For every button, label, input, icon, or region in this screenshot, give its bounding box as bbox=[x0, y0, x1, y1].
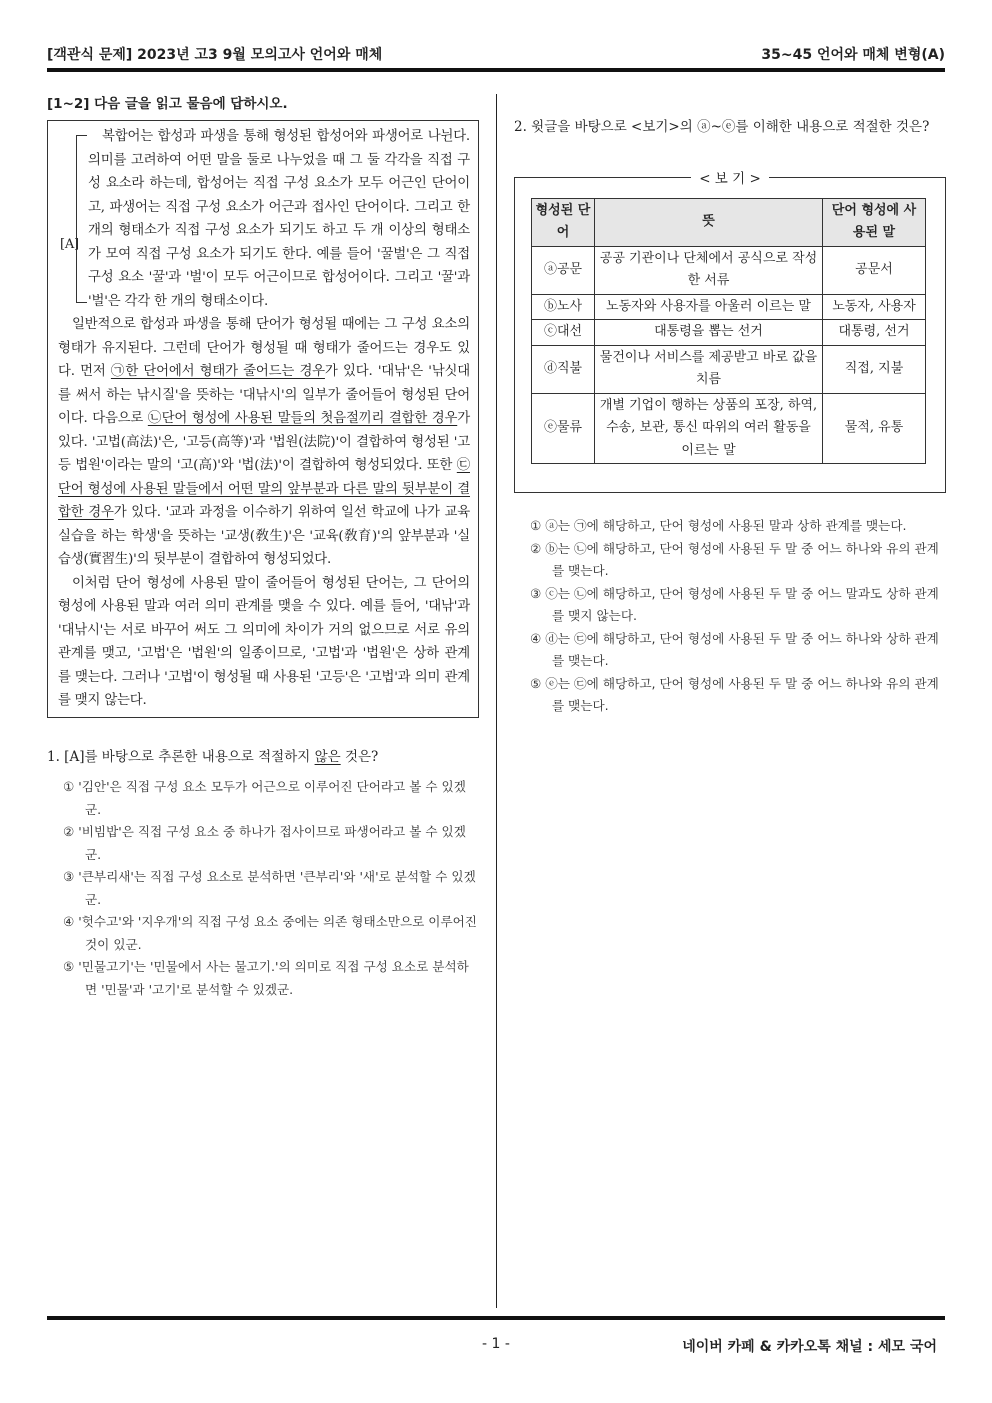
passage-section-a bbox=[58, 125, 470, 313]
reading-passage bbox=[47, 120, 479, 718]
p2-text-a: 일반적으로 합성과 파생을 통해 단어가 형성될 때에는 그 구성 요소의 형태가 유지된다. 그런데 단어가 형성될 때 형태가 줄어드는 경우도 있다. 먼저 bbox=[58, 317, 470, 379]
cell-word: ⓔ물류 bbox=[532, 393, 595, 464]
q1-choice-4[interactable]: ④ '헛수고'와 '지우개'의 직접 구성 요소 중에는 의존 형태소만으로 이루어진 것이 있군. bbox=[63, 914, 477, 952]
q1-choice-5[interactable]: ⑤ '민물고기'는 '민물에서 사는 물고기.'의 의미로 직접 구성 요소로 분석하면 '민물'과 '고기'로 분석할 수 있겠군. bbox=[63, 959, 469, 997]
q2-choice-2[interactable]: ② ⓑ는 ㉡에 해당하고, 단어 형성에 사용된 두 말 중 어느 하나와 유의 관계를 맺는다. bbox=[530, 540, 939, 578]
q1-choice-2[interactable]: ② '비빔밥'은 직접 구성 요소 중 하나가 접사이므로 파생어라고 볼 수 있겠군. bbox=[63, 824, 466, 862]
cell-source: 노동자, 사용자 bbox=[823, 294, 926, 320]
cell-word: ⓒ대선 bbox=[532, 320, 595, 346]
question-1-stem bbox=[47, 746, 479, 769]
passage-paragraph-1: 복합어는 합성과 파생을 통해 형성된 합성어와 파생어로 나뉜다. 의미를 고려하여 어떤 말을 둘로 나누었을 때 그 둘 각각을 직접 구성 요소라 하는데, 합성어는 직접 구성 요소가 모두 어근인 단어이고, 파생어는 직접 구성 요소가 어근과 접사인 단어이다. 그리고 한 개의 형태소가 직접 구성 요소가 되기도 하고 두 개 이상의 형태소가 모여 직접 구성 요소가 되기도 한다. 예를 들어 '꿀벌'은 그 직접 구성 요소 '꿀'과 '벌'이 모두 어근이므로 합성어이다. 그리고 '꿀'과 '벌'은 각각 한 개의 형태소이다. bbox=[88, 129, 470, 309]
cell-source: 대통령, 선거 bbox=[823, 320, 926, 346]
table-row bbox=[532, 320, 926, 346]
bogi-title-wrap bbox=[515, 167, 945, 187]
cell-meaning: 노동자와 사용자를 아울러 이르는 말 bbox=[595, 294, 823, 320]
question-2-choices bbox=[514, 515, 946, 718]
p2-text-b: 가 있다. '대낚'은 '낚싯대를 써서 하는 낚시질'을 뜻하는 '대낚시'의 일부가 줄어들어 형성된 단어이다. 다음으로 bbox=[58, 364, 470, 426]
footer-rule bbox=[47, 1316, 945, 1320]
q2-choice-4[interactable]: ④ ⓓ는 ㉢에 해당하고, 단어 형성에 사용된 두 말 중 어느 하나와 상하 관계를 맺는다. bbox=[530, 630, 939, 668]
cell-meaning: 공공 기관이나 단체에서 공식으로 작성한 서류 bbox=[595, 246, 823, 294]
section-bracket bbox=[76, 135, 87, 303]
p2-text-c: 가 있다. '고법(高法)'은, '고등(高等)'과 '법원(法院)'이 결합하여 형성된 '고등 법원'이라는 말의 '고(高)'와 '법(法)'이 결합하여 형성되었다. 또한 bbox=[58, 411, 470, 473]
question-2-stem: 2. 윗글을 바탕으로 <보기>의 ⓐ~ⓔ를 이해한 내용으로 적절한 것은? bbox=[514, 119, 930, 135]
bogi-title: < 보 기 > bbox=[691, 171, 769, 187]
header-title: [객관식 문제] 2023년 고3 9월 모의고사 언어와 매체 bbox=[47, 47, 383, 63]
cell-meaning: 대통령을 뽑는 선거 bbox=[595, 320, 823, 346]
q1-stem-a: 1. [A]를 바탕으로 추론한 내용으로 적절하지 bbox=[47, 748, 315, 765]
table-row bbox=[532, 345, 926, 393]
q1-choice-3[interactable]: ③ '큰부리새'는 직접 구성 요소로 분석하면 '큰부리'와 '새'로 분석할 수 있겠군. bbox=[63, 869, 476, 907]
underline-giyeok: ㉠한 단어에서 형태가 줄어드는 경우 bbox=[110, 364, 325, 379]
q1-choice-1[interactable]: ① '김안'은 직접 구성 요소 모두가 어근으로 이루어진 단어라고 볼 수 있겠군. bbox=[63, 779, 466, 817]
q2-choice-5[interactable]: ⑤ ⓔ는 ㉢에 해당하고, 단어 형성에 사용된 두 말 중 어느 하나와 유의 관계를 맺는다. bbox=[530, 675, 939, 713]
q1-stem-b: 것은? bbox=[340, 748, 379, 765]
bogi-box bbox=[514, 170, 946, 494]
table-row bbox=[532, 393, 926, 464]
q1-stem-emphasis: 않은 bbox=[314, 748, 341, 765]
col-header-word: 형성된 단어 bbox=[532, 198, 595, 246]
instruction: [1~2] 다음 글을 읽고 물음에 답하시오. bbox=[47, 96, 288, 112]
cell-word: ⓑ노사 bbox=[532, 294, 595, 320]
table-row bbox=[532, 294, 926, 320]
right-column bbox=[514, 116, 946, 718]
passage-paragraph-2 bbox=[58, 313, 470, 572]
column-divider bbox=[496, 94, 497, 1308]
passage-paragraph-3: 이처럼 단어 형성에 사용된 말이 줄어들어 형성된 단어는, 그 단어의 형성에 사용된 말과 여러 의미 관계를 맺을 수 있다. 예를 들어, '대낚'과 '대낚시'는 서로 바꾸어 써도 그 의미에 차이가 거의 없으므로 서로 유의 관계를 맺고, '고법'은 '법원'의 일종이므로, '고법'과 '법원'은 상하 관계를 맺는다. 그러나 '고법'이 형성될 때 사용된 '고등'은 '고법'과 의미 관계를 맺지 않는다. bbox=[58, 575, 470, 708]
underline-digeut: ㉢단어 형성에 사용된 말들에서 어떤 말의 앞부분과 다른 말의 뒷부분이 결합한 경우 bbox=[58, 458, 470, 520]
page-header bbox=[47, 44, 945, 66]
cell-source: 직접, 지불 bbox=[823, 345, 926, 393]
cell-word: ⓓ직불 bbox=[532, 345, 595, 393]
p2-text-d: 가 있다. '교과 과정을 이수하기 위하여 일선 학교에 나가 교육 실습을 하는 학생'을 뜻하는 '교생(敎生)'은 '교육(敎育)'의 앞부분과 '실습생(實習生)'의 뒷부분이 결합하여 형성되었다. bbox=[58, 505, 470, 567]
bracket-label: [A] bbox=[60, 237, 79, 252]
footer-source: 네이버 카페 & 카카오톡 채널 : 세모 국어 bbox=[682, 1339, 937, 1355]
cell-meaning: 개별 기업이 행하는 상품의 포장, 하역, 수송, 보관, 통신 따위의 여러 활동을 이르는 말 bbox=[595, 393, 823, 464]
cell-word: ⓐ공문 bbox=[532, 246, 595, 294]
table-row bbox=[532, 246, 926, 294]
cell-source: 공문서 bbox=[823, 246, 926, 294]
page-footer bbox=[47, 1336, 945, 1358]
header-subtitle: 35~45 언어와 매체 변형(A) bbox=[761, 47, 945, 63]
question-1-choices bbox=[47, 776, 479, 1001]
underline-nieun: ㉡단어 형성에 사용된 말들의 첫음절끼리 결합한 경우 bbox=[147, 411, 458, 426]
header-rule bbox=[47, 68, 945, 72]
col-header-source: 단어 형성에 사용된 말 bbox=[823, 198, 926, 246]
table-header-row bbox=[532, 198, 926, 246]
q2-choice-1[interactable]: ① ⓐ는 ㉠에 해당하고, 단어 형성에 사용된 말과 상하 관계를 맺는다. bbox=[530, 518, 907, 533]
cell-source: 물적, 유통 bbox=[823, 393, 926, 464]
cell-meaning: 물건이나 서비스를 제공받고 바로 값을 치름 bbox=[595, 345, 823, 393]
left-column bbox=[47, 92, 479, 1001]
col-header-meaning: 뜻 bbox=[595, 198, 823, 246]
q2-choice-3[interactable]: ③ ⓒ는 ㉡에 해당하고, 단어 형성에 사용된 두 말 중 어느 말과도 상하 관계를 맺지 않는다. bbox=[530, 585, 939, 623]
page-number: - 1 - bbox=[482, 1336, 510, 1352]
word-formation-table bbox=[531, 198, 926, 465]
